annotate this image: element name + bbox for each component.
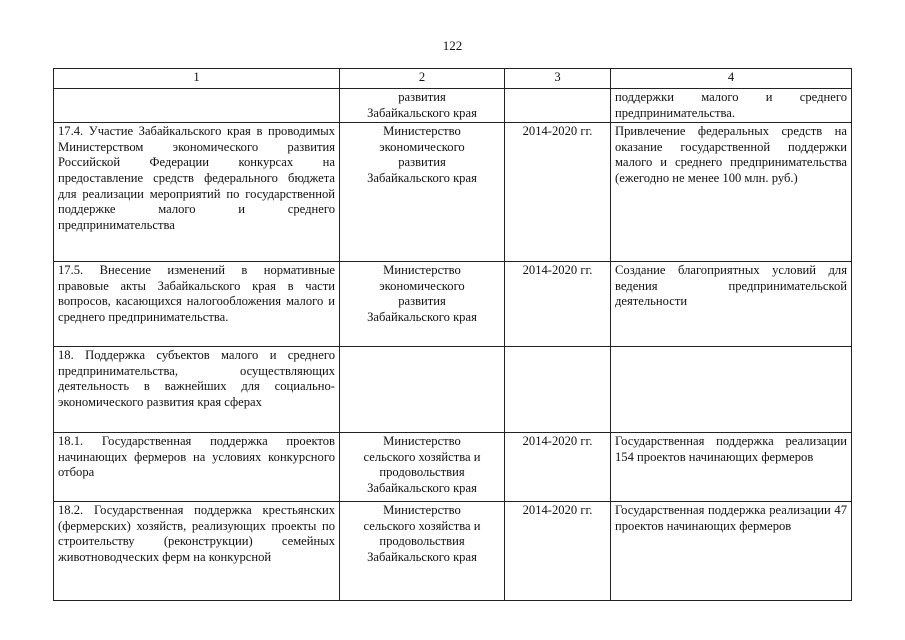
cell-result: Создание благоприятных условий для ведения предпринимательской деятельности: [611, 262, 852, 347]
cell-result: Привлечение федеральных средств на оказание государственной поддержки малого и среднего предпринимательства (ежегодно не менее 100 млн. руб.): [611, 123, 852, 262]
table-row: [54, 433, 852, 502]
table-row: [54, 89, 852, 123]
col-header-1: 1: [54, 69, 340, 89]
cell-period: 2014-2020 гг.: [505, 123, 611, 262]
table-row: [54, 123, 852, 262]
table-row: [54, 347, 852, 433]
col-header-4: 4: [611, 69, 852, 89]
cell-period: [505, 89, 611, 123]
cell-activity: 18. Поддержка субъектов малого и среднего предпринимательства, осуществляющих деятельность в важнейших для социально-экономического развития края сферах: [54, 347, 340, 433]
cell-executor: [340, 347, 505, 433]
cell-activity: [54, 89, 340, 123]
cell-activity: 17.5. Внесение изменений в нормативные правовые акты Забайкальского края в части вопросов, касающихся налогообложения малого и среднего предпринимательства.: [54, 262, 340, 347]
col-header-2: 2: [340, 69, 505, 89]
cell-period: 2014-2020 гг.: [505, 433, 611, 502]
header-row: [54, 69, 852, 89]
cell-activity: 17.4. Участие Забайкальского края в проводимых Министерством экономического развития Российской Федерации конкурсах на предоставление средств федерального бюджета для реализации мероприятий по государственной поддержке малого и среднего предпринимательства: [54, 123, 340, 262]
table-row: [54, 262, 852, 347]
table-row: [54, 502, 852, 601]
cell-result: Государственная поддержка реализации 154 проектов начинающих фермеров: [611, 433, 852, 502]
cell-activity: 18.2. Государственная поддержка крестьянских (фермерских) хозяйств, реализующих проекты по строительству (реконструкции) семейных животноводческих ферм на конкурсной: [54, 502, 340, 601]
cell-executor: Министерство сельского хозяйства и продовольствия Забайкальского края: [340, 433, 505, 502]
cell-executor: Министерство сельского хозяйства и продовольствия Забайкальского края: [340, 502, 505, 601]
cell-result: поддержки малого и среднего предпринимательства.: [611, 89, 852, 123]
page-number: 122: [442, 38, 463, 53]
cell-result: Государственная поддержка реализации 47 проектов начинающих фермеров: [611, 502, 852, 601]
program-table: [53, 68, 852, 601]
cell-period: 2014-2020 гг.: [505, 262, 611, 347]
col-header-3: 3: [505, 69, 611, 89]
cell-executor: Министерство экономического развития Забайкальского края: [340, 262, 505, 347]
cell-executor: Министерство экономического развития Забайкальского края: [340, 123, 505, 262]
cell-activity: 18.1. Государственная поддержка проектов начинающих фермеров на условиях конкурсного отбора: [54, 433, 340, 502]
cell-period: [505, 347, 611, 433]
cell-period: 2014-2020 гг.: [505, 502, 611, 601]
cell-result: [611, 347, 852, 433]
cell-executor: развития Забайкальского края: [340, 89, 505, 123]
